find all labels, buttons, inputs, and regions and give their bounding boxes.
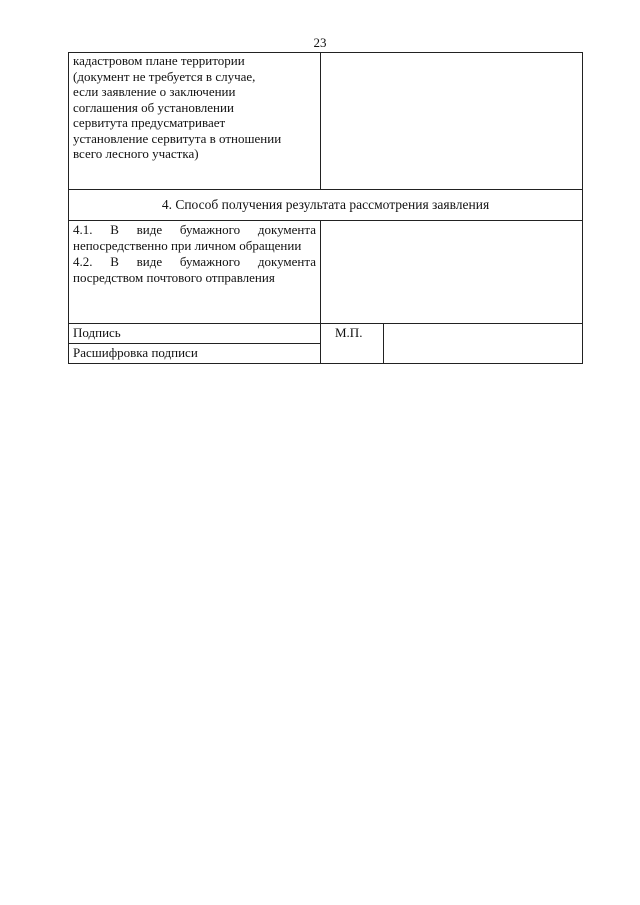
cadastral-plan-value-cell[interactable] bbox=[321, 53, 583, 190]
cadastral-line: если заявление о заключении bbox=[73, 84, 236, 99]
cadastral-line: всего лесного участка) bbox=[73, 146, 199, 161]
option-4-2-text: 4.2. В виде бумажного документа посредством почтового отправления bbox=[73, 254, 316, 285]
signature-label: Подпись bbox=[69, 324, 320, 344]
stamp-label: М.П. bbox=[321, 324, 384, 364]
signature-field-cell[interactable] bbox=[384, 324, 583, 364]
result-delivery-options-row bbox=[69, 221, 583, 324]
signature-row bbox=[69, 324, 583, 364]
page-number: 23 bbox=[313, 35, 327, 50]
section-4-header-row bbox=[69, 190, 583, 221]
cadastral-line: сервитута предусматривает bbox=[73, 115, 226, 130]
section-4-title: 4. Способ получения результата рассмотрения заявления bbox=[69, 190, 583, 221]
signature-decoding-label: Расшифровка подписи bbox=[73, 345, 198, 360]
cadastral-plan-row bbox=[69, 53, 583, 190]
option-4-1-text: 4.1. В виде бумажного документа непосредственно при личном обращении bbox=[73, 222, 316, 253]
result-delivery-options-cell bbox=[69, 221, 321, 324]
signature-labels-cell bbox=[69, 324, 321, 364]
cadastral-line: (документ не требуется в случае, bbox=[73, 68, 256, 84]
cadastral-line: соглашения об установлении bbox=[73, 99, 234, 115]
cadastral-plan-label-cell bbox=[69, 53, 321, 190]
result-delivery-choice-cell[interactable] bbox=[321, 221, 583, 324]
cadastral-line: установление сервитута в отношении bbox=[73, 130, 282, 146]
cadastral-line: кадастровом плане территории bbox=[73, 53, 245, 68]
application-form-table bbox=[68, 52, 583, 364]
